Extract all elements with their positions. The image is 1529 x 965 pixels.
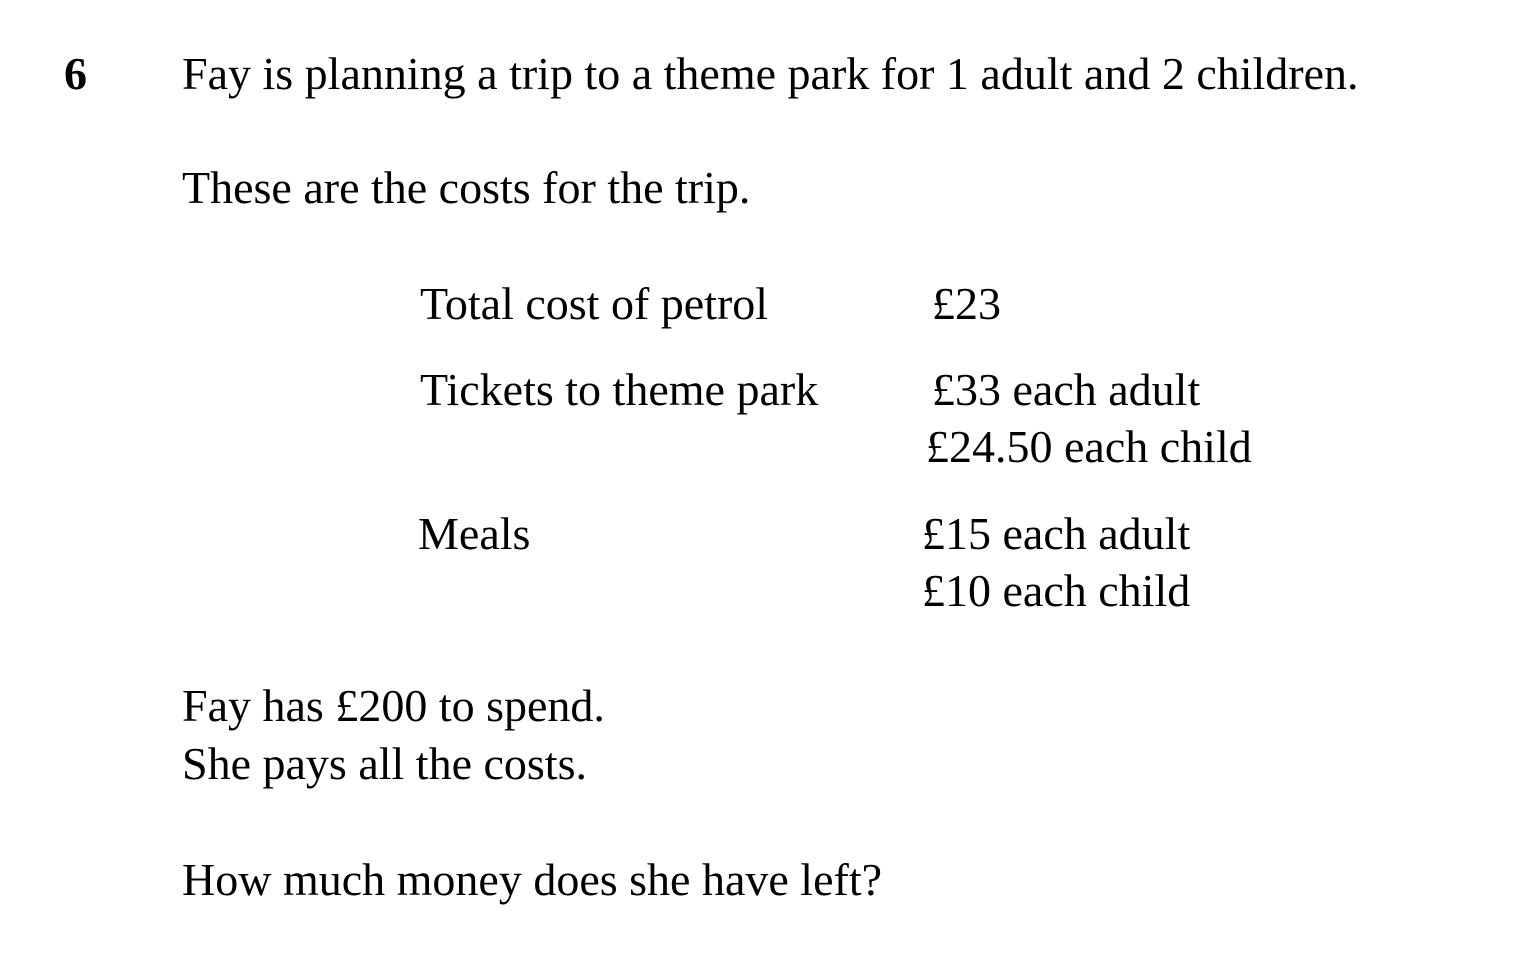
cost-price: £10 each child (922, 565, 1191, 616)
cost-item-label: Tickets to theme park (420, 364, 819, 415)
cost-price: £33 each adult (932, 364, 1201, 415)
cost-item-label: Meals (418, 508, 531, 559)
cost-price: £15 each adult (922, 508, 1191, 559)
pays-line: She pays all the costs. (182, 738, 587, 789)
question-intro: Fay is planning a trip to a theme park for 1 adult and 2 children. (182, 48, 1359, 99)
costs-intro: These are the costs for the trip. (182, 162, 751, 213)
budget-line: Fay has £200 to spend. (182, 680, 605, 731)
question-prompt: How much money does she have left? (182, 854, 883, 905)
cost-price: £24.50 each child (926, 421, 1252, 472)
question-number: 6 (64, 48, 87, 99)
cost-item-label: Total cost of petrol (420, 278, 769, 329)
cost-price: £23 (932, 278, 1001, 329)
